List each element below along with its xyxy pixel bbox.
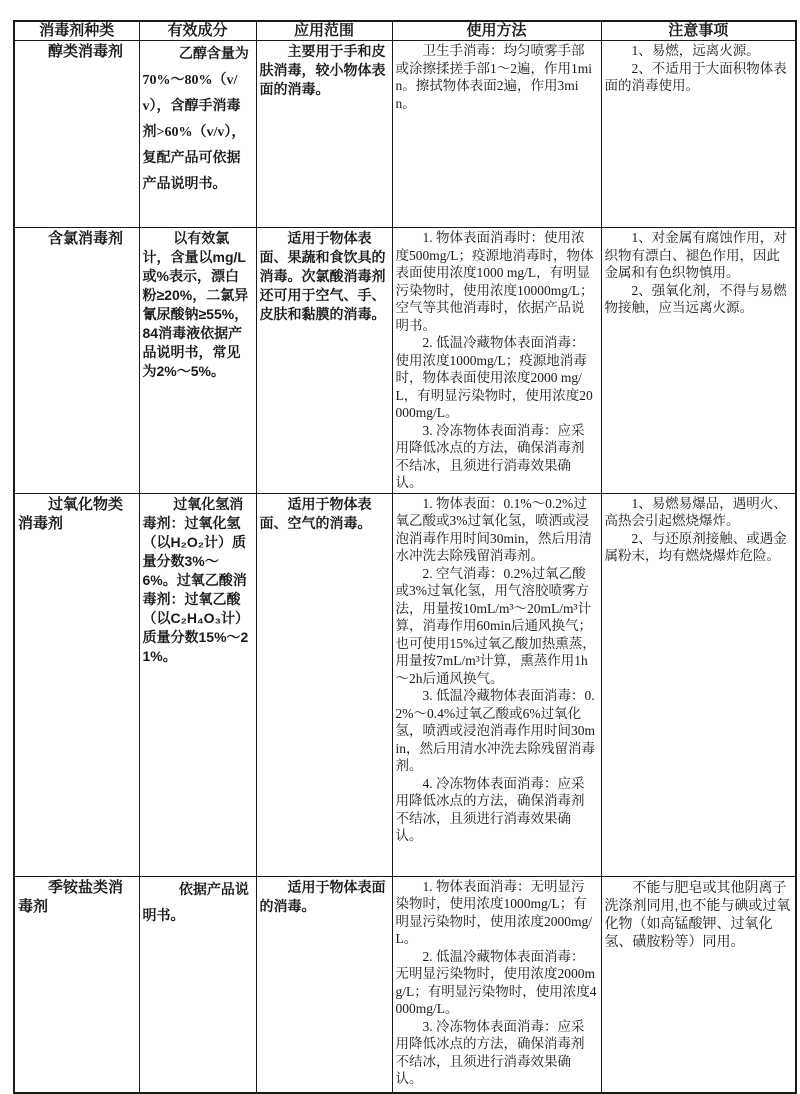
paragraph: 含氯消毒剂 xyxy=(48,230,124,247)
paragraph: 依据产品说明书。 xyxy=(142,882,249,924)
paragraph: 3. 冷冻物体表面消毒：应采用降低冰点的方法，确保消毒剂不结冰，且须进行消毒效果确认。 xyxy=(395,1018,585,1086)
paragraph: 过氧化物类消毒剂 xyxy=(18,495,124,532)
paragraph: 1. 物体表面消毒时：使用浓度500mg/L；疫源地消毒时，物体表面使用浓度1000 mg/L，有明显污染物时，使用浓度10000mg/L；空气等其他消毒时，依据产品说明书。 xyxy=(395,230,594,333)
cell-type xyxy=(14,228,139,494)
col-header-ingredient: 有效成分 xyxy=(139,21,256,41)
paragraph: 过氧化氢消毒剂：过氧化氢（以H₂O₂计）质量分数3%～6%。过氧乙酸消毒剂：过氧乙酸（以C₂H₄O₃计）质量分数15%～21%。 xyxy=(142,495,249,664)
paragraph: 1、易燃易爆品，遇明火、高热会引起燃烧爆炸。 xyxy=(604,495,787,528)
cell-ingredient xyxy=(139,876,256,1093)
table-row-peroxide xyxy=(14,493,796,876)
paragraph: 季铵盐类消毒剂 xyxy=(18,878,124,915)
cell-usage xyxy=(392,493,601,876)
paragraph: 1、易燃，远离火源。 xyxy=(631,43,760,58)
paragraph: 主要用于手和皮肤消毒，较小物体表面的消毒。 xyxy=(259,43,386,97)
paragraph: 适用于物体表面、空气的消毒。 xyxy=(259,495,372,531)
header-row xyxy=(14,21,796,41)
paragraph: 4. 冷冻物体表面消毒：应采用降低冰点的方法，确保消毒剂不结冰，且须进行消毒效果确认。 xyxy=(395,775,585,843)
cell-type xyxy=(14,876,139,1093)
table-row-chlorine xyxy=(14,228,796,494)
cell-usage xyxy=(392,876,601,1093)
paragraph: 醇类消毒剂 xyxy=(48,43,124,60)
cell-usage xyxy=(392,228,601,494)
paragraph: 适用于物体表面、果蔬和食饮具的消毒。次氯酸消毒剂还可用于空气、手、皮肤和黏膜的消毒。 xyxy=(259,230,386,322)
cell-notes xyxy=(601,41,796,228)
cell-type xyxy=(14,493,139,876)
disinfectant-table xyxy=(13,20,797,1094)
paragraph: 3. 低温冷藏物体表面消毒：0.2%～0.4%过氧乙酸或6%过氧化氢，喷洒或浸泡消毒作用时间30min，然后用清水冲洗去除残留消毒剂。 xyxy=(395,688,596,773)
cell-notes xyxy=(601,228,796,494)
cell-ingredient xyxy=(139,228,256,494)
col-header-usage: 使用方法 xyxy=(392,21,601,41)
paragraph: 适用于物体表面的消毒。 xyxy=(259,878,386,914)
cell-notes xyxy=(601,876,796,1093)
paragraph: 卫生手消毒：均匀喷雾手部或涂擦揉搓手部1～2遍，作用1min。擦拭物体表面2遍，作用3min。 xyxy=(395,43,593,111)
paragraph: 2、强氧化剂，不得与易燃物接触，应当远离火源。 xyxy=(604,282,787,315)
table-row-alcohol xyxy=(14,41,796,228)
paragraph: 2、不适用于大面积物体表面的消毒使用。 xyxy=(604,60,787,93)
paragraph: 2. 空气消毒：0.2%过氧乙酸或3%过氧化氢，用气溶胶喷雾方法，用量按10mL/m³～20mL/m³计算，消毒作用60min后通风换气；也可使用15%过氧乙酸加热熏蒸，用量按7mL/m³计算，熏蒸作用1h～2h后通风换气。 xyxy=(395,565,596,686)
paragraph: 2. 低温冷藏物体表面消毒：使用浓度1000mg/L；疫源地消毒时，物体表面使用浓度2000 mg/L，有明显污染物时，使用浓度20000mg/L。 xyxy=(395,335,593,420)
paragraph: 3. 冷冻物体表面消毒：应采用降低冰点的方法，确保消毒剂不结冰，且须进行消毒效果确认。 xyxy=(395,422,585,490)
col-header-scope: 应用范围 xyxy=(256,21,392,41)
paragraph: 不能与肥皂或其他阴离子洗涤剂同用,也不能与碘或过氧化物（如高锰酸钾、过氧化氢、磺胺粉等）同用。 xyxy=(604,878,791,949)
paragraph: 1、对金属有腐蚀作用，对织物有漂白、褪色作用，因此金属和有色织物慎用。 xyxy=(604,230,787,280)
paragraph: 以有效氯计，含量以mg/L或%表示，漂白粉≥20%，二氯异氰尿酸钠≥55%，84消毒液依据产品说明书，常见为2%～5%。 xyxy=(142,230,249,379)
col-header-notes: 注意事项 xyxy=(601,21,796,41)
cell-notes xyxy=(601,493,796,876)
cell-ingredient xyxy=(139,41,256,228)
paragraph: 乙醇含量为70%～80%（v/v），含醇手消毒剂>60%（v/v），复配产品可依据产品说明书。 xyxy=(142,47,249,192)
cell-scope xyxy=(256,876,392,1093)
cell-type xyxy=(14,41,139,228)
table-row-quaternary-ammonium xyxy=(14,876,796,1093)
paragraph: 2、与还原剂接触、或遇金属粉末，均有燃烧爆炸危险。 xyxy=(604,530,787,563)
cell-usage xyxy=(392,41,601,228)
cell-ingredient xyxy=(139,493,256,876)
paragraph: 1. 物体表面消毒：无明显污染物时，使用浓度1000mg/L；有明显污染物时，使用浓度2000mg/L。 xyxy=(395,878,593,946)
cell-scope xyxy=(256,41,392,228)
cell-scope xyxy=(256,228,392,494)
cell-scope xyxy=(256,493,392,876)
col-header-type: 消毒剂种类 xyxy=(14,21,139,41)
paragraph: 1. 物体表面：0.1%～0.2%过氧乙酸或3%过氧化氢，喷洒或浸泡消毒作用时间30min，然后用清水冲洗去除残留消毒剂。 xyxy=(395,495,593,563)
paragraph: 2. 低温冷藏物体表面消毒：无明显污染物时，使用浓度2000mg/L；有明显污染物时，使用浓度4000mg/L。 xyxy=(395,948,597,1016)
